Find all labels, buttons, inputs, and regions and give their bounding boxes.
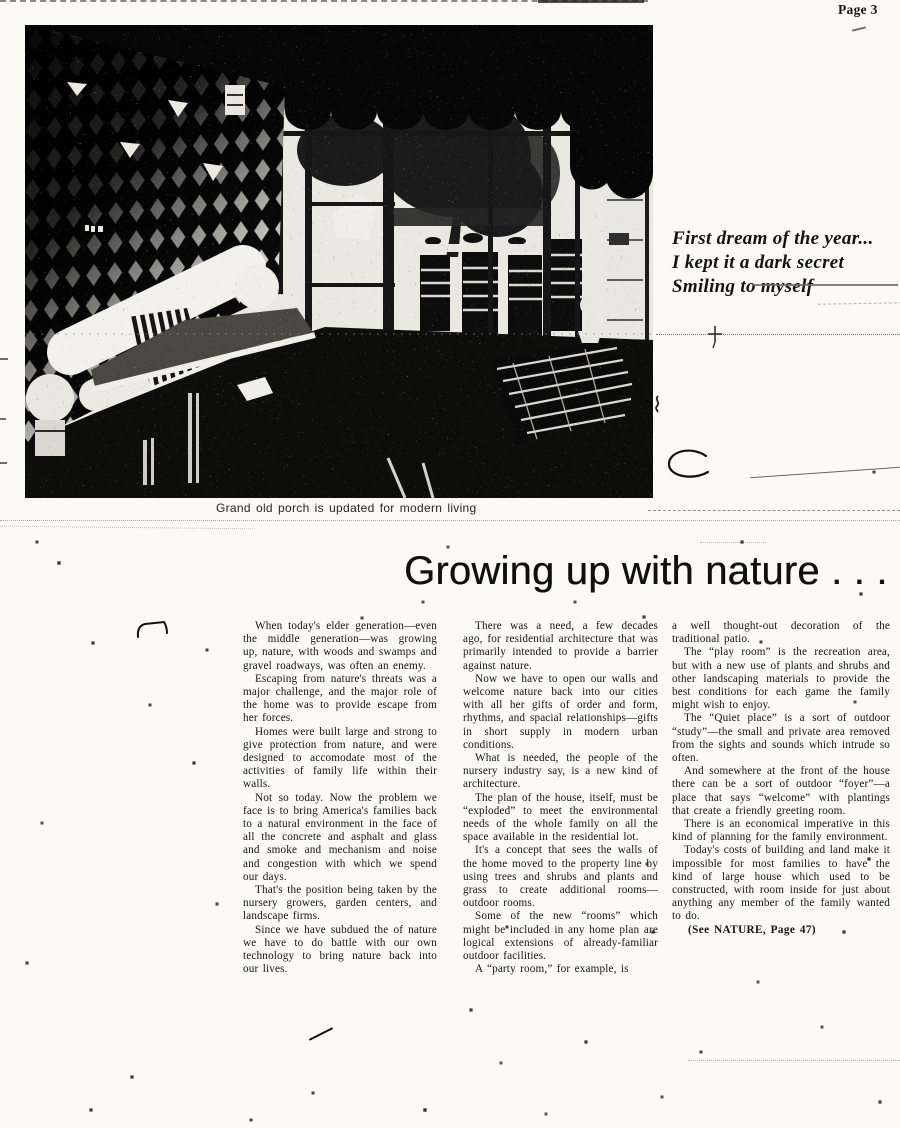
article-paragraph: What is needed, the people of the nursery industry say, is a new kind of architecture. xyxy=(463,752,658,791)
pen-curve-mark xyxy=(664,448,712,482)
article-paragraph: That's the position being taken by the nursery growers, garden centers, and landscape firms. xyxy=(243,884,437,923)
scan-artifact-edge-dash xyxy=(0,358,8,360)
scan-artifact-dotline xyxy=(656,334,900,335)
halftone-grain-light xyxy=(25,25,653,498)
photo-caption: Grand old porch is updated for modern living xyxy=(216,501,477,515)
registration-cross-mark xyxy=(708,326,722,348)
article-paragraph: Homes were built large and strong to give protection from nature, and were designed to accomodate most of the activities of family life within their walls. xyxy=(243,725,437,791)
article-paragraph: Now we have to open our walls and welcome nature back into our cities with all her gifts of order and form, rhythms, and spacial relationships—gifts in short supply in modern urban conditions. xyxy=(463,672,658,751)
scan-artifact-dots xyxy=(700,542,766,543)
article-paragraph: Since we have subdued the of nature we have to do battle with our own technology to bring nature back into our lives. xyxy=(243,923,437,976)
poem-underline xyxy=(752,284,898,286)
article-paragraph: Some of the new “rooms” which might be included in any home plan are logical extensions of already-familiar outdoor facilities. xyxy=(463,910,658,963)
article-column-2 xyxy=(463,620,658,976)
article-paragraph: (See NATURE, Page 47) xyxy=(688,923,816,936)
scan-artifact-rising-line xyxy=(750,467,900,478)
article-paragraph: a well thought-out decoration of the traditional patio. xyxy=(672,620,890,646)
article-paragraph: The “Quiet place” is a sort of outdoor “study”—the small and private area removed from the sights and sounds which intrude so often. xyxy=(672,712,890,765)
scan-artifact-edge-dash xyxy=(0,462,7,464)
poem-line: First dream of the year... xyxy=(672,228,874,249)
scan-artifact-dotline-bottom xyxy=(688,1060,900,1061)
article-paragraph: A “party room,” for example, is xyxy=(475,963,629,976)
page-number: Page 3 xyxy=(838,2,878,17)
porch-photo xyxy=(25,25,653,498)
scan-artifact-tick xyxy=(852,26,866,31)
scan-artifact-top-dash2 xyxy=(538,0,644,3)
poem-underline2 xyxy=(818,302,900,304)
poem-block xyxy=(672,227,874,299)
article-paragraph: It's a concept that sees the walls of the home moved to the property line by using trees and shrubs and plants and grass to create additional rooms—outdoor rooms. xyxy=(463,844,658,910)
squiggle-mark xyxy=(652,394,664,414)
scan-artifact-edge-dash xyxy=(0,418,6,420)
article-paragraph: When today's elder generation—even the middle generation—was growing up, nature, with woods and swamps and gravel roadways, was often an enemy. xyxy=(243,620,437,672)
article-paragraph: The plan of the house, itself, must be “exploded” to meet the environmental needs of the whole family on all the space available in the residential lot. xyxy=(463,791,658,844)
scan-artifact-rule-short xyxy=(0,526,255,530)
article-paragraph: There was a need, a few decades ago, for residential architecture that was primarily intended to provide a barrier against nature. xyxy=(463,620,658,672)
article-paragraph: Today's costs of building and land make it impossible for most families to have the kind of large house which used to be constructed, with room inside for just about anything any member of the family wanted to do. xyxy=(672,844,890,923)
article-column-3 xyxy=(672,620,890,937)
scan-artifact-rule xyxy=(0,520,900,521)
scan-artifact-dashline xyxy=(648,510,900,511)
article-paragraph: The “play room” is the recreation area, but with a new use of plants and shrubs and other landscaping materials to provide the best conditions for each game the family might wish to enjoy. xyxy=(672,646,890,712)
poem-line: Smiling to myself xyxy=(672,276,814,297)
scan-speckles xyxy=(0,0,2,2)
poem-line: I kept it a dark secret xyxy=(672,252,845,273)
article-paragraph: Not so today. Now the problem we face is to bring America's families back to a natural environment in the face of all the concrete and asphalt and glass and smoke and mechanism and noise and congestion with which we spend our days. xyxy=(243,791,437,883)
flag-mark xyxy=(136,618,174,640)
article-headline: Growing up with nature . . . xyxy=(404,549,888,593)
article-paragraph: There is an economical imperative in this kind of planning for the family environment. xyxy=(672,818,890,844)
article-paragraph: Escaping from nature's threats was a major challenge, and the major role of the home was to provide escape from her forces. xyxy=(243,672,437,725)
slash-mark xyxy=(309,1027,333,1041)
article-column-1 xyxy=(243,620,437,976)
article-paragraph: And somewhere at the front of the house there can be a sort of outdoor “foyer”—a place that says “welcome” with plantings that create a friendly greeting room. xyxy=(672,765,890,817)
